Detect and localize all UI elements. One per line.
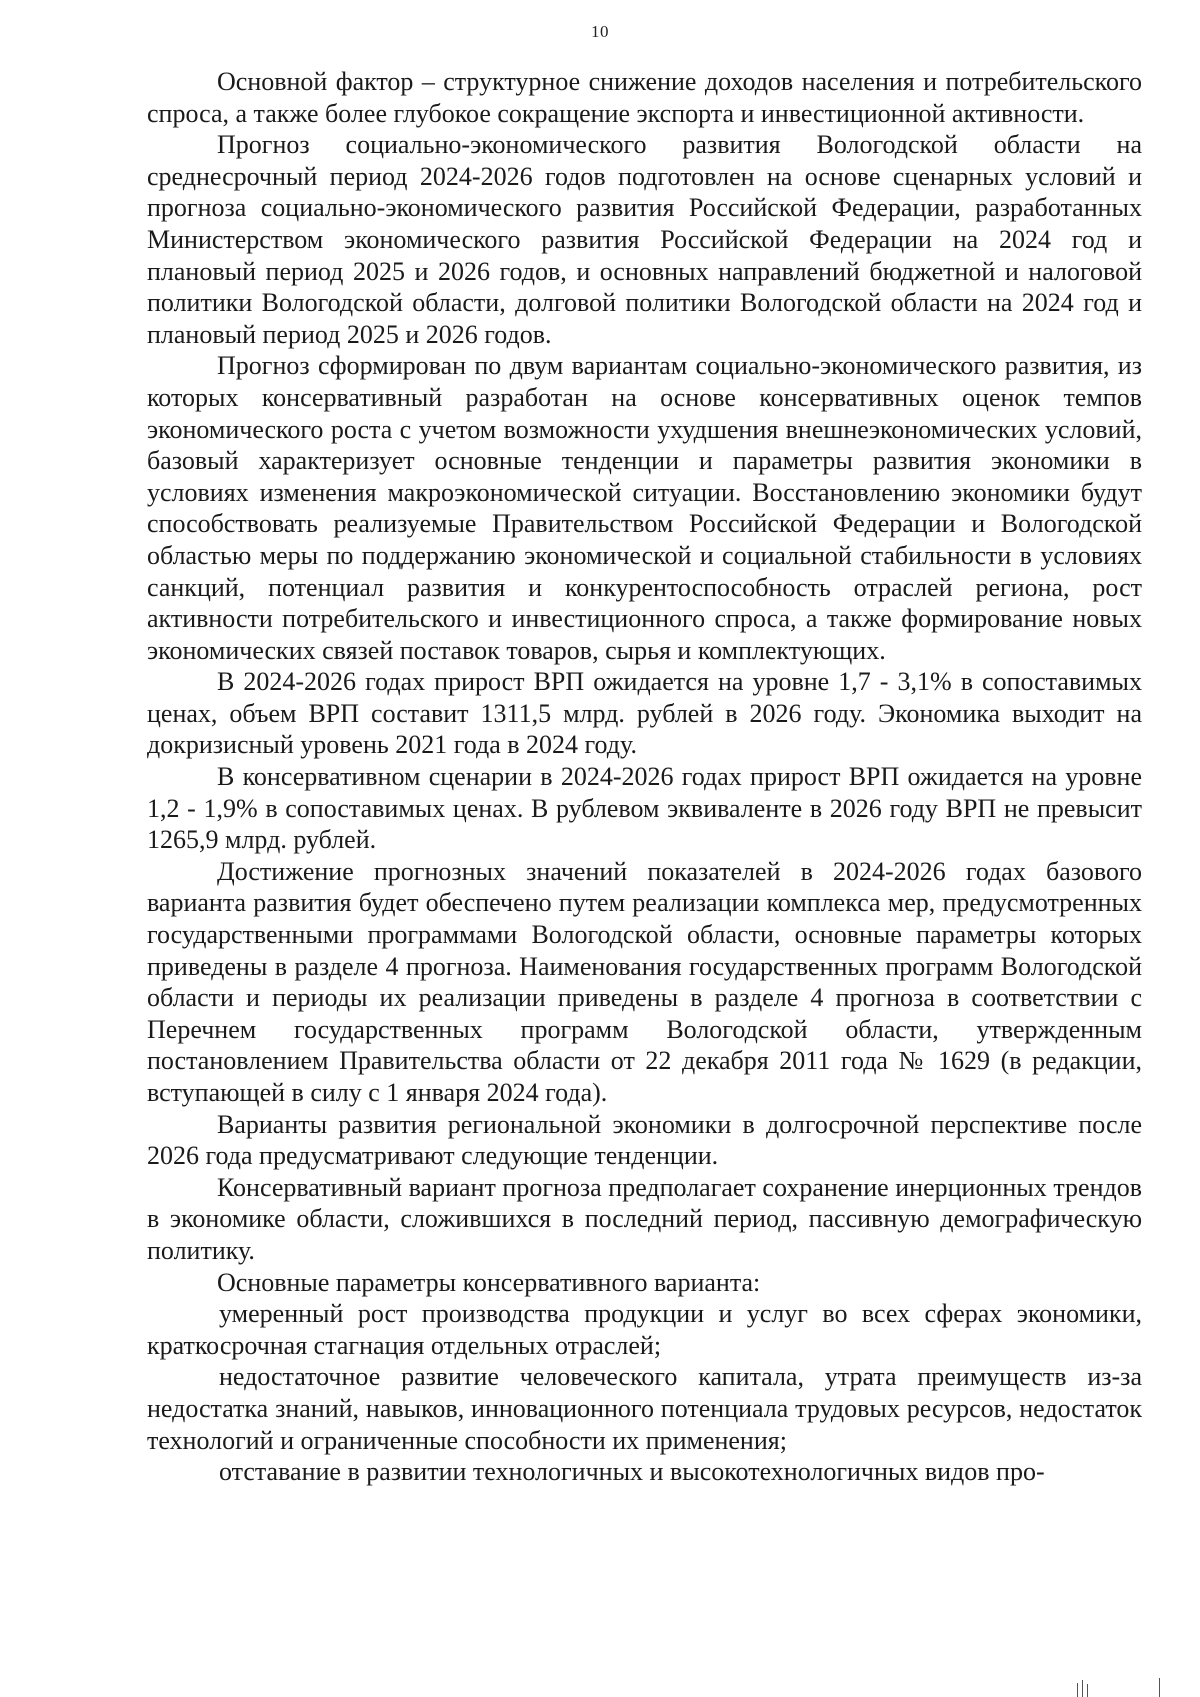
paragraph: Прогноз сформирован по двум вариантам социально-экономического развития, из которых консервативный разработан на основе консервативных оценок темпов экономического роста с учетом возможности ухудшения внешнеэкономических условий, базовый характеризует основные тенденции и параметры развития экономики в условиях изменения макроэкономической ситуации. Восстановлению экономики будут способствовать реализуемые Правительством Российской Федерации и Вологодской областью меры по поддержанию экономической и социальной стабильности в условиях санкций, потенциал развития и конкурентоспособность отраслей региона, рост активности потребительского и инвестиционного спроса, а также формирование новых экономических связей поставок товаров, сырья и комплектующих. bbox=[147, 351, 1142, 665]
list-item: отставание в развитии технологичных и высокотехнологичных видов про- bbox=[219, 1457, 1045, 1487]
paragraph: В 2024-2026 годах прирост ВРП ожидается на уровне 1,7 - 3,1% в сопоставимых ценах, объем ВРП составит 1311,5 млрд. рублей в 2026 году. Экономика выходит на докризисный уровень 2021 года в 2024 году. bbox=[147, 667, 1142, 760]
list-item: недостаточное развитие человеческого капитала, утрата преимуществ из-за недостатка знаний, навыков, инновационного потенциала трудовых ресурсов, недостаток технологий и ограниченные способности их применения; bbox=[147, 1362, 1142, 1455]
paragraph: Прогноз социально-экономического развития Вологодской области на среднесрочный период 2024-2026 годов подготовлен на основе сценарных условий и прогноза социально-экономического развития Российской Федерации, разработанных Министерством экономического развития Российской Федерации на 2024 год и плановый период 2025 и 2026 годов, и основных направлений бюджетной и налоговой политики Вологодской области, долговой политики Вологодской области на 2024 год и плановый период 2025 и 2026 годов. bbox=[147, 130, 1142, 349]
list-item: умеренный рост производства продукции и услуг во всех сферах экономики, краткосрочная стагнация отдельных отраслей; bbox=[147, 1299, 1142, 1360]
paragraph: Основные параметры консервативного варианта: bbox=[217, 1267, 761, 1297]
document-body bbox=[147, 66, 1142, 1488]
paragraph: Консервативный вариант прогноза предполагает сохранение инерционных трендов в экономике области, сложившихся в последний период, пассивную демографическую политику. bbox=[147, 1172, 1142, 1265]
page-number: 10 bbox=[591, 22, 609, 41]
paragraph: Варианты развития региональной экономики в долгосрочной перспективе после 2026 года предусматривают следующие тенденции. bbox=[147, 1109, 1142, 1171]
paragraph: Достижение прогнозных значений показателей в 2024-2026 годах базового варианта развития будет обеспечено путем реализации комплекса мер, предусмотренных государственными программами Вологодской области, основные параметры которых приведены в разделе 4 прогноза. Наименования государственных программ Вологодской области и периоды их реализации приведены в разделе 4 прогноза в соответствии с Перечнем государственных программ Вологодской области, утвержденным постановлением Правительства области от 22 декабря 2011 года № 1629 (в редакции, вступающей в силу с 1 января 2024 года). bbox=[147, 856, 1142, 1107]
scan-edge-marks bbox=[1075, 1678, 1165, 1697]
paragraph: Основной фактор – структурное снижение доходов населения и потребительского спроса, а также более глубокое сокращение экспорта и инвестиционной активности. bbox=[147, 67, 1142, 128]
paragraph: В консервативном сценарии в 2024-2026 годах прирост ВРП ожидается на уровне 1,2 - 1,9% в сопоставимых ценах. В рублевом эквиваленте в 2026 году ВРП не превысит 1265,9 млрд. рублей. bbox=[147, 762, 1142, 855]
